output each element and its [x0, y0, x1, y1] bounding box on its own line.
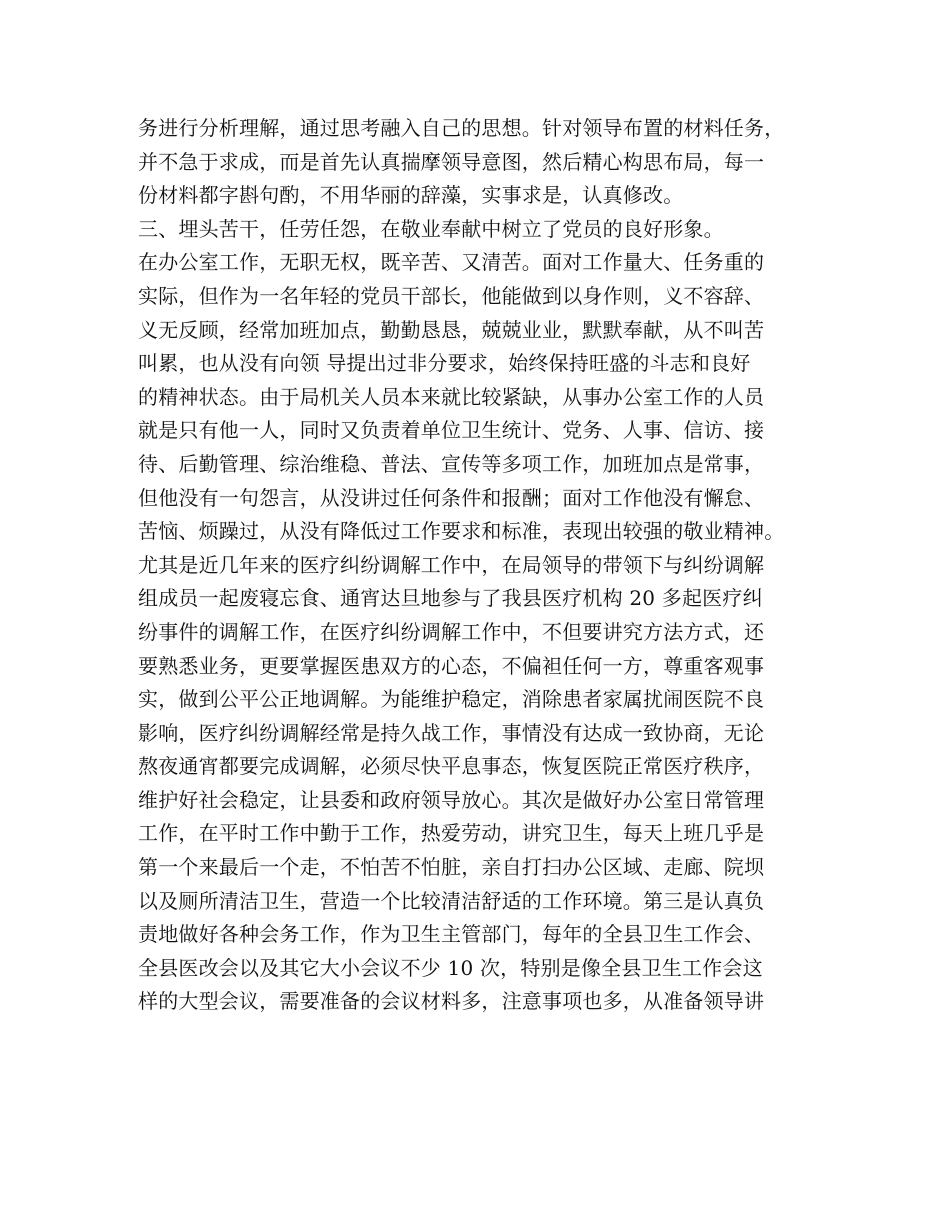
- text-line: 义无反顾，经常加班加点，勤勤恳恳，兢兢业业，默默奉献，从不叫苦: [138, 317, 765, 342]
- text-line: 就是只有他一人，同时又负责着单位卫生统计、党务、人事、信访、接: [138, 418, 765, 443]
- section-heading: 三、埋头苦干，任劳任怨，在敬业奉献中树立了党员的良好形象。: [138, 216, 724, 241]
- text-line: 并不急于求成，而是首先认真揣摩领导意图，然后精心构思布局，每一: [138, 149, 765, 174]
- text-line: 但他没有一句怨言，从没讲过任何条件和报酬；面对工作他没有懈怠、: [138, 485, 765, 510]
- text-line: 样的大型会议，需要准备的会议材料多，注意事项也多，从准备领导讲: [138, 989, 765, 1014]
- body-text: [138, 112, 838, 1019]
- text-line: 实际，但作为一名年轻的党员干部长，他能做到以身作则，义不容辞、: [138, 283, 765, 308]
- text-line: 第一个来最后一个走，不怕苦不怕脏，亲自打扫办公区域、走廊、院坝: [138, 855, 765, 880]
- text-line: 纷事件的调解工作，在医疗纠纷调解工作中，不但要讲究方法方式，还: [138, 619, 765, 644]
- text-line: 要熟悉业务，更要掌握医患双方的心态，不偏袒任何一方，尊重客观事: [138, 653, 765, 678]
- text-line: 实，做到公平公正地调解。为能维护稳定，消除患者家属扰闹医院不良: [138, 687, 765, 712]
- text-line: 叫累，也从没有向领 导提出过非分要求，始终保持旺盛的斗志和良好: [138, 351, 751, 376]
- text-line: 工作，在平时工作中勤于工作，热爱劳动，讲究卫生，每天上班几乎是: [138, 821, 765, 846]
- text-line: 责地做好各种会务工作，作为卫生主管部门，每年的全县卫生工作会、: [138, 922, 765, 947]
- text-line: 全县医改会以及其它大小会议不少 10 次，特别是像全县卫生工作会这: [138, 955, 763, 980]
- text-line: 苦恼、烦躁过，从没有降低过工作要求和标准，表现出较强的敬业精神。: [138, 519, 785, 544]
- text-line: 组成员一起废寝忘食、通宵达旦地参与了我县医疗机构 20 多起医疗纠: [138, 586, 763, 611]
- text-line: 尤其是近几年来的医疗纠纷调解工作中，在局领导的带领下与纠纷调解: [138, 552, 765, 577]
- text-line: 以及厕所清洁卫生，营造一个比较清洁舒适的工作环境。第三是认真负: [138, 888, 765, 913]
- text-line: 的精神状态。由于局机关人员本来就比较紧缺，从事办公室工作的人员: [138, 384, 765, 409]
- text-line: 份材料都字斟句酌，不用华丽的辞藻，实事求是，认真修改。: [138, 183, 684, 208]
- text-line: 在办公室工作，无职无权，既辛苦、又清苦。面对工作量大、任务重的: [138, 250, 765, 275]
- text-line: 待、后勤管理、综治维稳、普法、宣传等多项工作，加班加点是常事，: [138, 451, 765, 476]
- text-line: 影响，医疗纠纷调解经常是持久战工作，事情没有达成一致协商，无论: [138, 720, 765, 745]
- text-line: 维护好社会稳定，让县委和政府领导放心。其次是做好办公室日常管理: [138, 787, 765, 812]
- text-line: 务进行分析理解，通过思考融入自己的思想。针对领导布置的材料任务，: [138, 116, 785, 140]
- text-line: 熬夜通宵都要完成调解，必须尽快平息事态，恢复医院正常医疗秩序，: [138, 754, 765, 779]
